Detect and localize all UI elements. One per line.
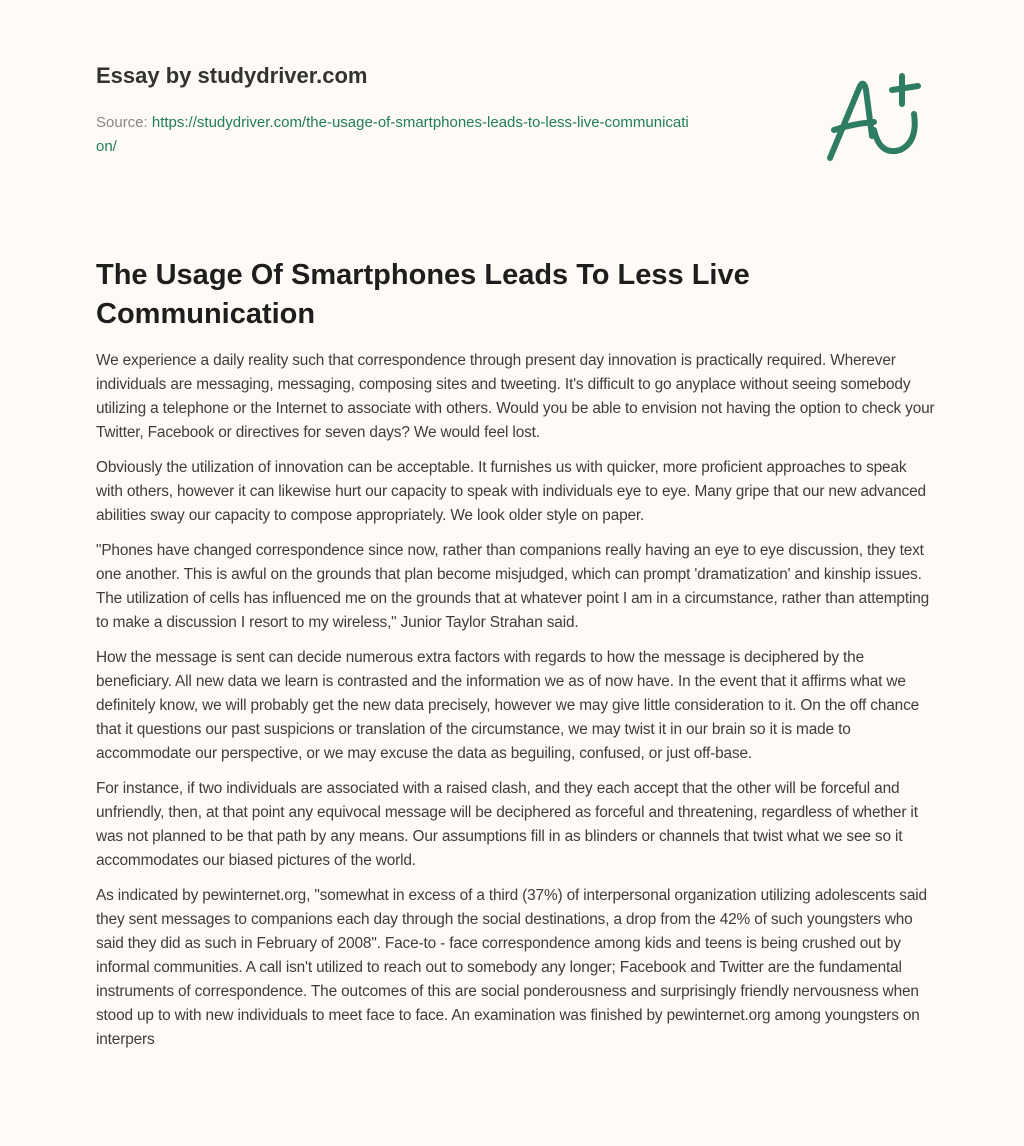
essay-body <box>96 349 936 1063</box>
essay-paragraph: For instance, if two individuals are associated with a raised clash, and they each accept that the other will be forceful and unfriendly, then, at that point any equivocal message will be deciphered as forceful and threatening, regardless of whether it was not planned to be that path by any means. Our assumptions fill in as blinders or channels that twist what we see so it accommodates our biased pictures of the world. <box>96 780 918 869</box>
source-link[interactable]: https://studydriver.com/the-usage-of-smartphones-leads-to-less-live-communication/ <box>96 114 689 155</box>
source-label: Source: <box>96 114 152 131</box>
essay-paragraph: "Phones have changed correspondence since now, rather than companions really having an eye to eye discussion, they text one another. This is awful on the grounds that plan become misjudged, which can prompt 'dramatization' and kinship issues. The utilization of cells has influenced me on the grounds that at whatever point I am in a circumstance, rather than attempting to make a discussion I resort to my wireless," Junior Taylor Strahan said. <box>96 542 930 631</box>
essay-paragraph: Obviously the utilization of innovation can be acceptable. It furnishes us with quicker, more proficient approaches to speak with others, however it can likewise hurt our capacity to speak with individuals eye to eye. Many gripe that our new advanced abilities sway our capacity to compose appropriately. We look older style on paper. <box>96 459 926 524</box>
essay-paragraph: As indicated by pewinternet.org, "somewhat in excess of a third (37%) of interpersonal organization utilizing adolescents said they sent messages to companions each day through the social destinations, a drop from the 42% of such youngsters who said they did as such in February of 2008". Face-to - face correspondence among kids and teens is being crushed out by informal communities. A call isn't utilized to reach out to somebody any longer; Facebook and Twitter are the fundamental instruments of correspondence. The outcomes of this are social ponderousness and surprisingly friendly nervousness when stood up to with new individuals to meet face to face. An examination was finished by pewinternet.org among youngsters on interpers <box>96 887 927 1048</box>
a-plus-grade-icon <box>822 68 932 168</box>
essay-paragraph: How the message is sent can decide numerous extra factors with regards to how the message is deciphered by the beneficiary. All new data we learn is contrasted and the information we as of now have. In the event that it affirms what we definitely know, we will probably get the new data precisely, however we may give little consideration to it. On the off chance that it questions our past suspicions or translation of the circumstance, we may twist it in our brain so it is made to accommodate our perspective, or we may excuse the data as beguiling, confused, or just off-base. <box>96 649 920 762</box>
source-line <box>96 111 696 159</box>
essay-paragraph: We experience a daily reality such that correspondence through present day innovation is practically required. Wherever individuals are messaging, messaging, composing sites and tweeting. It's difficult to go anyplace without seeing somebody utilizing a telephone or the Internet to associate with others. Would you be able to envision not having the option to check your Twitter, Facebook or directives for seven days? We would feel lost. <box>96 352 935 441</box>
essay-title: The Usage Of Smartphones Leads To Less Live Communication <box>96 259 750 330</box>
site-title: Essay by studydriver.com <box>96 63 368 88</box>
